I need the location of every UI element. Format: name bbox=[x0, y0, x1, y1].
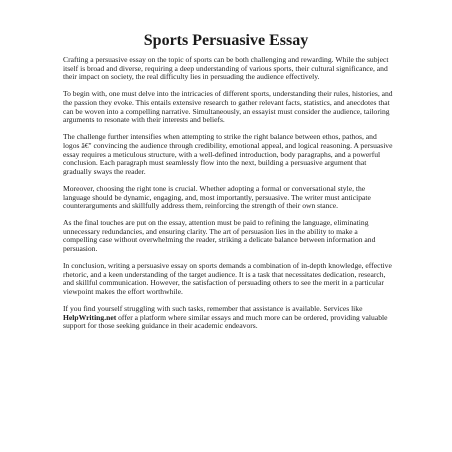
essay-title: Sports Persuasive Essay bbox=[143, 32, 309, 49]
paragraph-research: To begin with, one must delve into the intricacies of different sports, understanding their rules, histories, and the passion they evoke. This entails extensive research to gather relevant facts, statistics, and anecdotes that can be woven into a compelling narrative. Simultaneously, an essayist must consider the audience, tailoring arguments to resonate with their interests and beliefs. bbox=[63, 89, 393, 125]
paragraph-rhetoric: The challenge further intensifies when attempting to strike the right balance between ethos, pathos, and logos â€" convincing the audience through credibility, emotional appeal, and logical reasoning. A persuasive essay requires a meticulous structure, with a well-defined introduction, body paragraphs, and a powerful conclusion. Each paragraph must seamlessly flow into the next, building a persuasive argument that gradually sways the reader. bbox=[63, 132, 393, 176]
paragraph-conclusion: In conclusion, writing a persuasive essay on sports demands a combination of in-depth knowledge, effective rhetoric, and a keen understanding of the target audience. It is a task that necessitates dedication, research, and skillful communication. However, the satisfaction of persuading others to see the merit in a particular viewpoint makes the effort worthwhile. bbox=[63, 261, 392, 297]
site-name: HelpWriting.net bbox=[63, 312, 117, 322]
paragraph-services bbox=[63, 305, 393, 331]
essay-body bbox=[63, 56, 393, 331]
paragraph-tone: Moreover, choosing the right tone is crucial. Whether adopting a formal or conversational style, the language should be dynamic, engaging, and, most importantly, persuasive. The writer must anticipate counterarguments and skillfully address them, reinforcing the strength of their own stance. bbox=[63, 183, 371, 211]
paragraph-intro: Crafting a persuasive essay on the topic of sports can be both challenging and rewarding. While the subject itself is broad and diverse, requiring a deep understanding of various sports, their cultural significance, and their impact on society, the real difficulty lies in persuading the audience effectively. bbox=[63, 55, 389, 82]
paragraph-refining: As the final touches are put on the essay, attention must be paid to refining the language, eliminating unnecessary redundancies, and ensuring clarity. The art of persuasion lies in the ability to make a compelling case without overwhelming the reader, striking a delicate balance between information and persuasion. bbox=[63, 218, 376, 254]
services-text-before: If you find yourself struggling with such tasks, remember that assistance is available. Services like bbox=[63, 304, 363, 314]
services-text-after: offer a platform where similar essays and much more can be ordered, providing valuable support for those seeking guidance in their academic endeavors. bbox=[63, 312, 388, 331]
